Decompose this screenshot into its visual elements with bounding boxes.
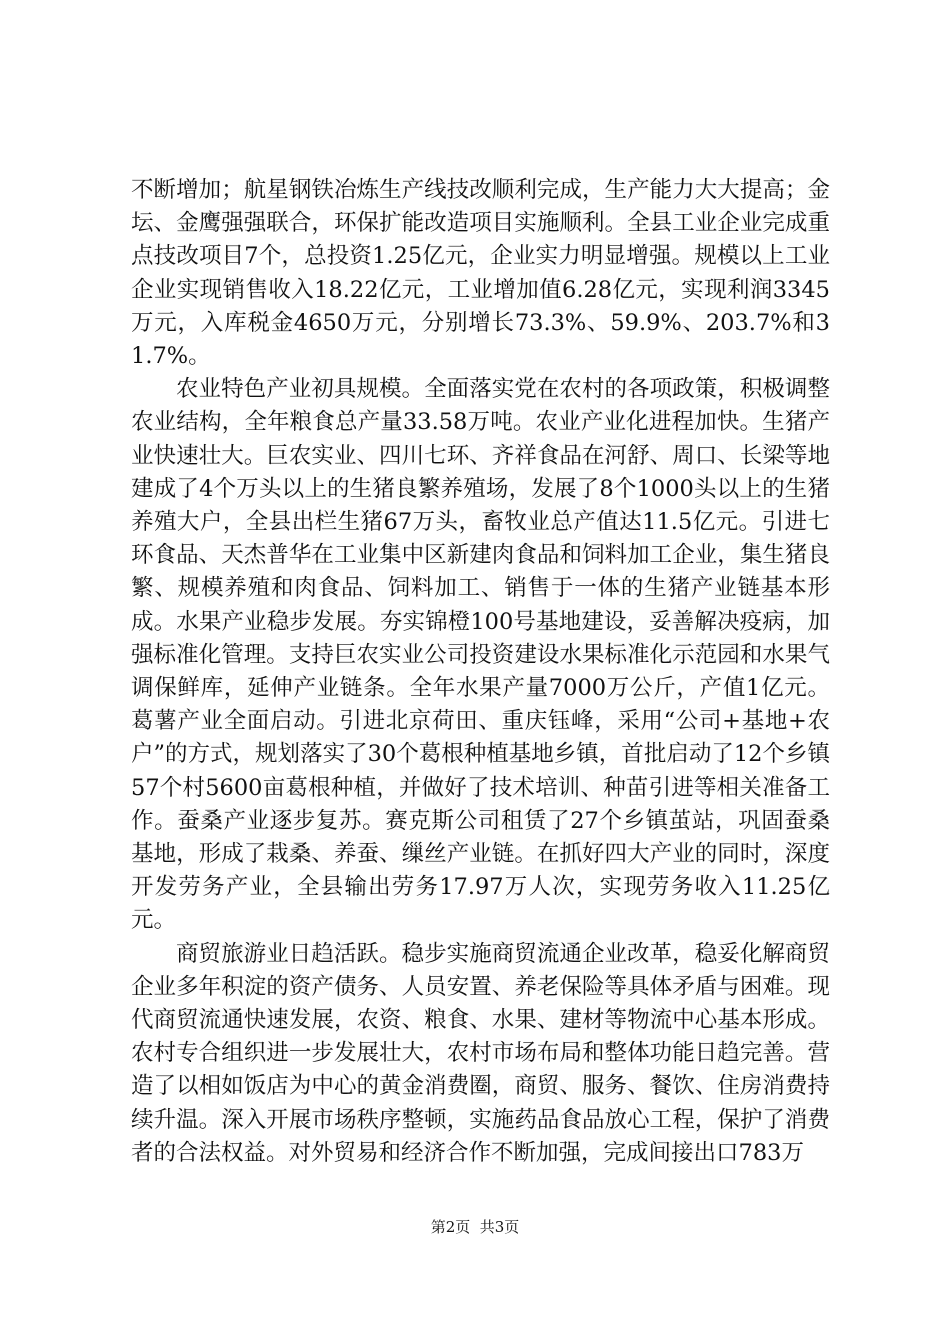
paragraph-commerce-tourism: 商贸旅游业日趋活跃。稳步实施商贸流通企业改革，稳妥化解商贸企业多年积淀的资产债务、人员安置、养老保险等具体矛盾与困难。现代商贸流通快速发展，农资、粮食、水果、建材等物流中心基本形成。农村专合组织进一步发展壮大，农村市场布局和整体功能日趋完善。营造了以相如饭店为中心的黄金消费圈，商贸、服务、餐饮、住房消费持续升温。深入开展市场秩序整顿，实施药品食品放心工程，保护了消费者的合法权益。对外贸易和经济合作不断加强，完成间接出口783万 xyxy=(131,940,830,1166)
page-number-footer: 第2页 共3页 xyxy=(430,1218,520,1236)
document-body xyxy=(131,174,830,1170)
paragraph-industry-continuation: 不断增加；航星钢铁冶炼生产线技改顺利完成，生产能力大大提高；金坛、金鹰强强联合，环保扩能改造项目实施顺利。全县工业企业完成重点技改项目7个，总投资1.25亿元，企业实力明显增强。规模以上工业企业实现销售收入18.22亿元，工业增加值6.28亿元，实现利润3345万元，入库税金4650万元，分别增长73.3%、59.9%、203.7%和31.7%。 xyxy=(131,177,830,370)
paragraph-agriculture: 农业特色产业初具规模。全面落实党在农村的各项政策，积极调整农业结构，全年粮食总产量33.58万吨。农业产业化进程加快。生猪产业快速壮大。巨农实业、四川七环、齐祥食品在河舒、周口、长梁等地建成了4个万头以上的生猪良繁养殖场，发展了8个1000头以上的生猪养殖大户，全县出栏生猪67万头，畜牧业总产值达11.5亿元。引进七环食品、天杰普华在工业集中区新建肉食品和饲料加工企业，集生猪良繁、规模养殖和肉食品、饲料加工、销售于一体的生猪产业链基本形成。水果产业稳步发展。夯实锦橙100号基地建设，妥善解决疫病，加强标准化管理。支持巨农实业公司投资建设水果标准化示范园和水果气调保鲜库，延伸产业链条。全年水果产量7000万公斤，产值1亿元。葛薯产业全面启动。引进北京荷田、重庆钰峰，采用“公司+基地+农户”的方式，规划落实了30个葛根种植基地乡镇，首批启动了12个乡镇57个村5600亩葛根种植，并做好了技术培训、种苗引进等相关准备工作。蚕桑产业逐步复苏。赛克斯公司租赁了27个乡镇茧站，巩固蚕桑基地，形成了栽桑、养蚕、缫丝产业链。在抓好四大产业的同时，深度开发劳务产业，全县输出劳务17.97万人次，实现劳务收入11.25亿元。 xyxy=(131,376,830,934)
